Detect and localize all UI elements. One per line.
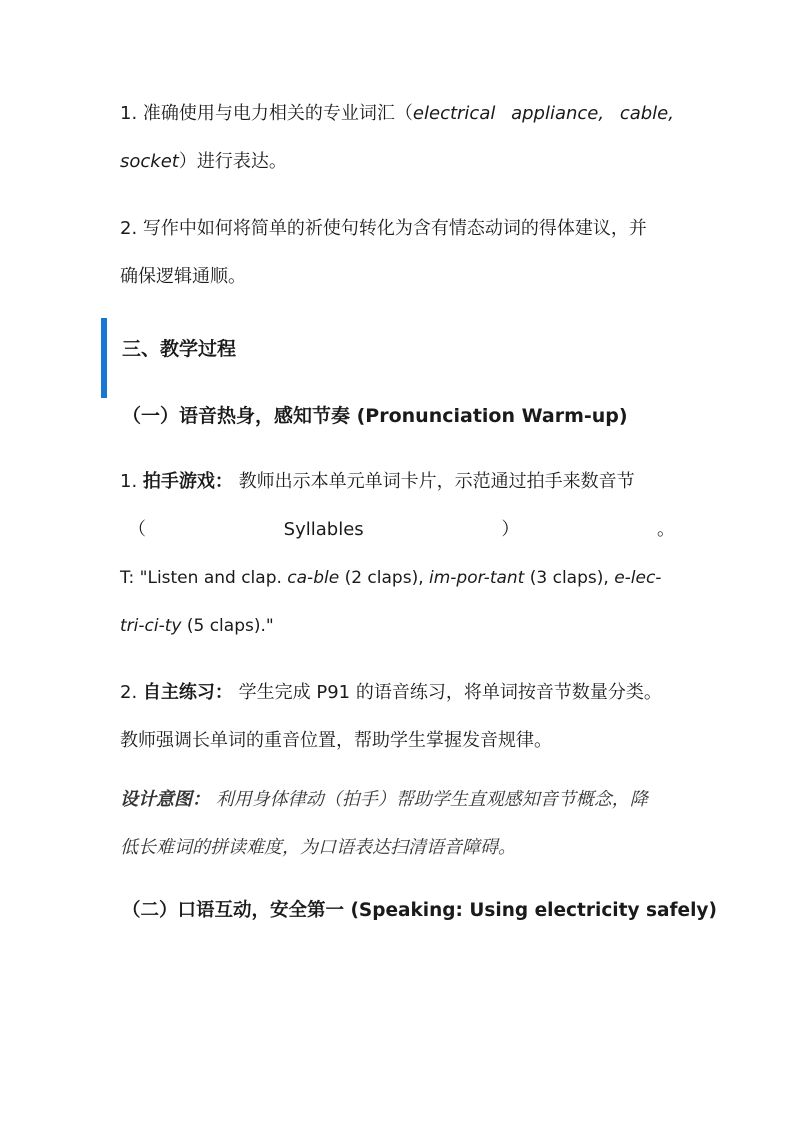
- word-cable-claps: (2 claps),: [339, 568, 430, 588]
- design-intent-line1: [120, 775, 675, 825]
- word-important: im-por-tant: [429, 568, 525, 588]
- step-1-label: 拍手游戏：: [142, 471, 233, 492]
- design-intent-text-2: 低长难词的拼读难度，为口语表达扫清语音障碍。: [120, 837, 516, 858]
- design-intent-text: 利用身体律动（拍手）帮助学生直观感知音节概念，降: [215, 789, 648, 810]
- step-2-line2: [120, 716, 675, 766]
- objective-1-tail: ）进行表达。: [178, 151, 287, 172]
- word-electricity-part2: tri-ci-ty: [120, 616, 182, 636]
- step-2-text-2: 教师强调长单词的重音位置，帮助学生掌握发音规律。: [120, 730, 552, 751]
- step-1-line1: [120, 457, 675, 507]
- step-1-teacher-prefix: T: "Listen and clap.: [120, 568, 288, 588]
- step-2-number: 2.: [120, 682, 138, 703]
- word-electricity-claps: (5 claps).": [181, 616, 274, 636]
- step-1-period: 。: [656, 519, 675, 540]
- section-accent-bar: [101, 318, 107, 398]
- objective-1-line2: [120, 137, 675, 187]
- step-1-line3: [120, 553, 675, 603]
- step-1-paren-close: ）: [501, 519, 520, 540]
- objective-2-number: 2.: [120, 218, 138, 239]
- step-1-line4: [120, 601, 675, 651]
- word-important-claps: (3 claps),: [524, 568, 615, 588]
- objective-1-terms-2: socket: [120, 151, 179, 172]
- step-2-text: 学生完成 P91 的语音练习，将单词按音节数量分类。: [238, 682, 662, 703]
- design-intent-label: 设计意图：: [120, 789, 210, 810]
- section-3-title: 三、教学过程: [122, 338, 237, 360]
- step-1-syllables: Syllables: [283, 519, 364, 540]
- step-2-line1: [120, 668, 675, 718]
- step-1-line2: [120, 505, 675, 555]
- objective-2-line2: [120, 252, 675, 302]
- part-2-title: （二）口语互动，安全第一 (Speaking: Using electricity safely): [122, 900, 717, 921]
- objective-1-number: 1.: [120, 103, 138, 124]
- objective-1-terms: electrical appliance, cable,: [412, 103, 674, 124]
- part-1-title: （一）语音热身，感知节奏 (Pronunciation Warm-up): [122, 405, 628, 427]
- objective-2-line1: [120, 204, 675, 254]
- word-electricity-part1: e-lec-: [614, 568, 662, 588]
- step-1-text: 教师出示本单元单词卡片，示范通过拍手来数音节: [238, 471, 635, 492]
- step-1-paren-open: （: [128, 519, 146, 540]
- design-intent-line2: [120, 823, 675, 873]
- objective-1-line1: [120, 89, 675, 139]
- word-cable: ca-ble: [287, 568, 340, 588]
- objective-1-text: 准确使用与电力相关的专业词汇（: [142, 103, 413, 124]
- step-1-number: 1.: [120, 471, 138, 492]
- step-2-label: 自主练习：: [142, 682, 233, 703]
- objective-2-text: 写作中如何将简单的祈使句转化为含有情态动词的得体建议，并: [142, 218, 647, 239]
- objective-2-text-2: 确保逻辑通顺。: [120, 266, 246, 287]
